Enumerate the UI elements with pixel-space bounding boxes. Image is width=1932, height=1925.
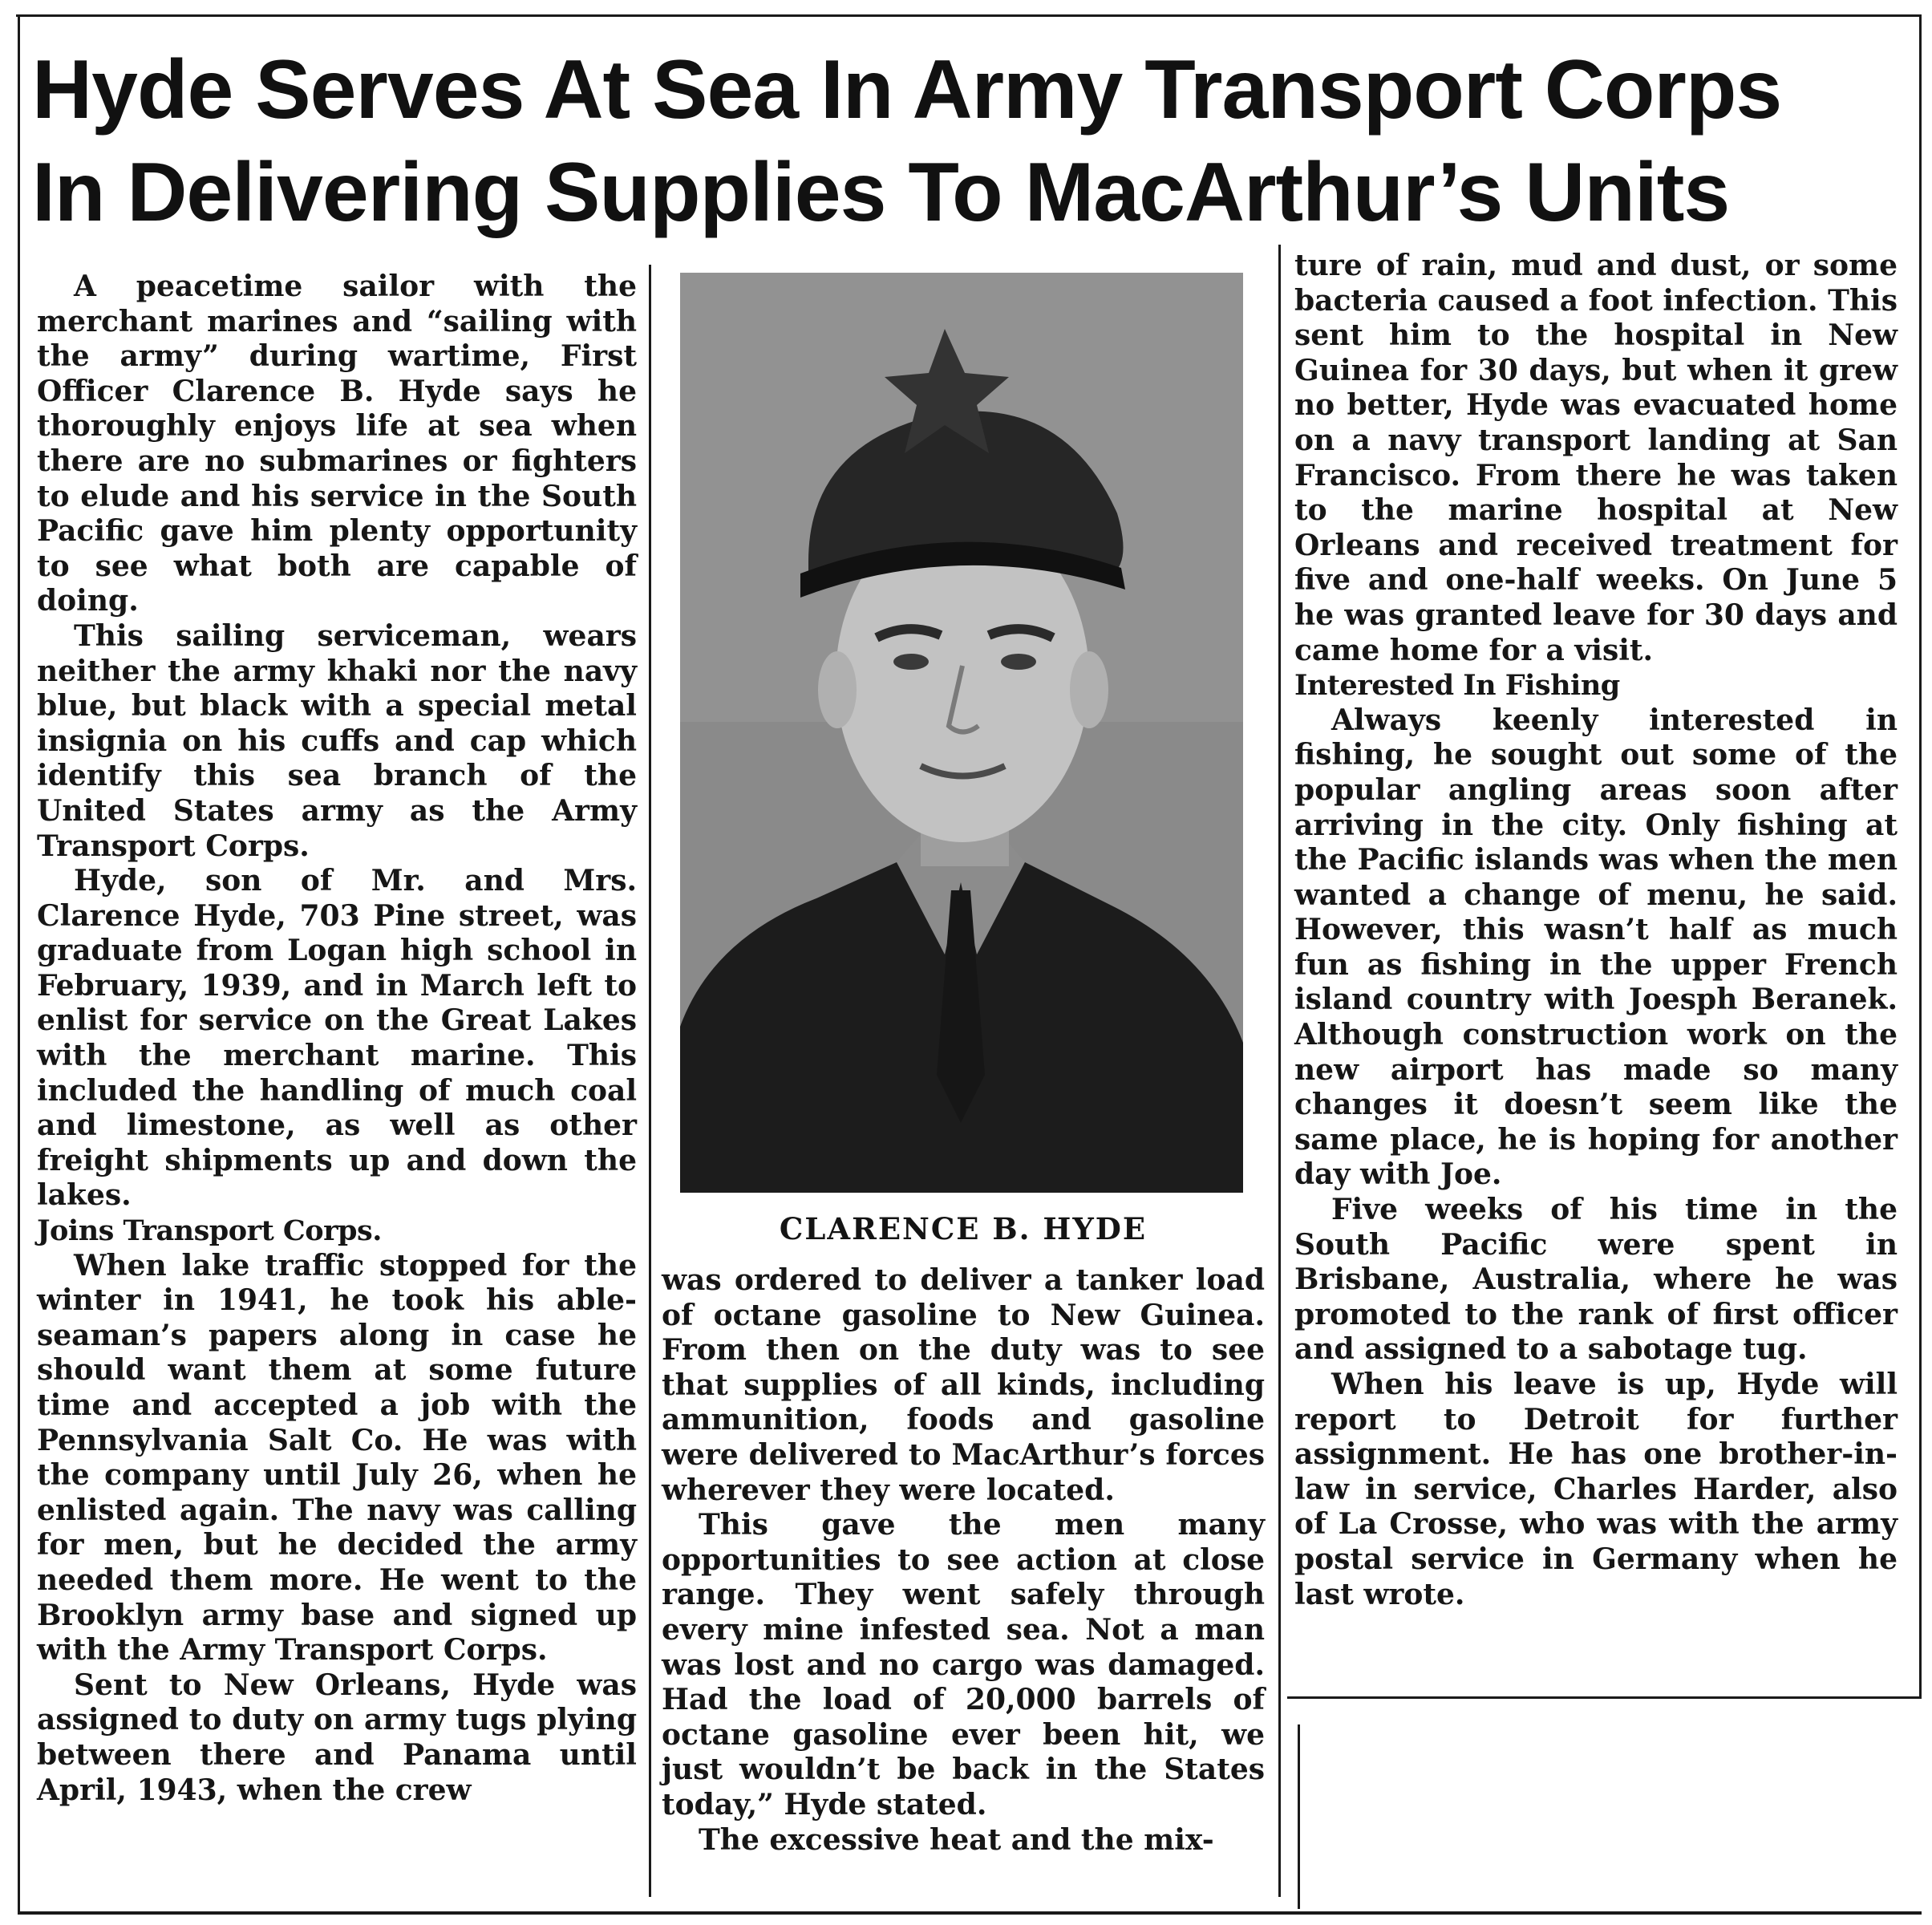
ear-left (818, 651, 857, 728)
headline (32, 38, 1901, 244)
portrait-illustration (680, 273, 1243, 1193)
portrait-photo (680, 273, 1243, 1193)
headline-line-1: Hyde Serves At Sea In Army Transport Corps (32, 43, 1782, 136)
paragraph: A peacetime sailor with the merchant marines and “sailing with the army” during wartime, First Officer Clarence B. Hyde says he thoroughly enjoys life at sea when there are no submarines or fighters to elude and his service in the South Pacific gave him plenty opportunity to see what both are capable of doing. (37, 270, 637, 618)
left-border (18, 14, 20, 1914)
paragraph: This gave the men many opportunities to see action at close range. They went safely through every mine infested sea. Not a man was lost and no cargo was damaged. Had the load of 20,000 barrels of octane gasoline ever been hit, we just wouldn’t be back in the States today,” Hyde stated. (662, 1508, 1265, 1822)
right-border (1919, 14, 1922, 1699)
column-rule-2 (1278, 245, 1281, 1897)
paragraph: was ordered to deliver a tanker load of octane gasoline to New Guinea. From then on the duty was to see that supplies of all kinds, including ammunition, foods and gasoline were delivered to MacArthur’s forces wherever they were located. (662, 1263, 1265, 1507)
paragraph: Hyde, son of Mr. and Mrs. Clarence Hyde, 703 Pine street, was graduate from Logan high school in February, 1939, and in March left to enlist for service on the Great Lakes with the merchant marine. This included the handling of much coal and limestone, as well as other freight shipments up and down the lakes. (37, 864, 637, 1213)
top-rule (16, 14, 1921, 17)
paragraph: The excessive heat and the mix- (699, 1822, 1214, 1857)
paragraph: ture of rain, mud and dust, or some bacteria caused a foot infection. This sent him to the hospital in New Guinea for 30 days, but when it grew no better, Hyde was evacuated home on a navy transport landing at San Francisco. From there he was taken to the marine hospital at New Orleans and received treatment for five and one-half weeks. On June 5 he was granted leave for 30 days and came home for a visit. (1294, 249, 1898, 667)
paragraph: When his leave is up, Hyde will report to Detroit for further assignment. He has one brother-in-law in service, Charles Harder, also of La Crosse, who was with the army postal service in Germany when he last wrote. (1294, 1368, 1898, 1611)
ear-right (1070, 651, 1108, 728)
paragraph: Sent to New Orleans, Hyde was assigned to duty on army tugs plying between there and Panama until April, 1943, when the crew (37, 1668, 637, 1807)
subheading: Interested In Fishing (1294, 669, 1620, 703)
column3-lower-rule (1298, 1724, 1300, 1909)
article-column-1 (37, 270, 637, 1808)
paragraph: Always keenly interested in fishing, he sought out some of the popular angling areas soon after arriving in the city. Only fishing at the Pacific islands was when the men wanted a change of menu, he said. However, this wasn’t half as much fun as fishing in the upper French island country with Joesph Beranek. Although construction work on the new airport has made so many changes it doesn’t seem like the same place, he is hoping for another day with Joe. (1294, 703, 1898, 1192)
column-rule-1 (649, 265, 651, 1897)
paragraph: When lake traffic stopped for the winter in 1941, he took his able-seaman’s papers along in case he should want them at some future time and accepted a job with the Pennsylvania Salt Co. He was with the company until July 26, when he enlisted again. The navy was calling for men, but he decided the army needed them more. He went to the Brooklyn army base and signed up with the Army Transport Corps. (37, 1248, 637, 1668)
article-column-3 (1294, 249, 1898, 1612)
photo-caption: CLARENCE B. HYDE (779, 1211, 1148, 1246)
paragraph: Five weeks of his time in the South Pacific were spent in Brisbane, Australia, where he was promoted to the rank of first officer and assigned to a sabotage tug. (1294, 1193, 1898, 1367)
article-column-2 (662, 1263, 1265, 1858)
bottom-rule (18, 1911, 1922, 1915)
column3-bottom-rule (1287, 1696, 1921, 1699)
eye-left (893, 654, 929, 670)
headline-line-2: In Delivering Supplies To MacArthur’s Units (32, 146, 1730, 239)
paragraph: This sailing serviceman, wears neither the army khaki nor the navy blue, but black with a special metal insignia on his cuffs and cap which identify this sea branch of the United States army as the Army Transport Corps. (37, 618, 637, 863)
subheading: Joins Transport Corps. (37, 1214, 382, 1248)
eye-right (1001, 654, 1036, 670)
